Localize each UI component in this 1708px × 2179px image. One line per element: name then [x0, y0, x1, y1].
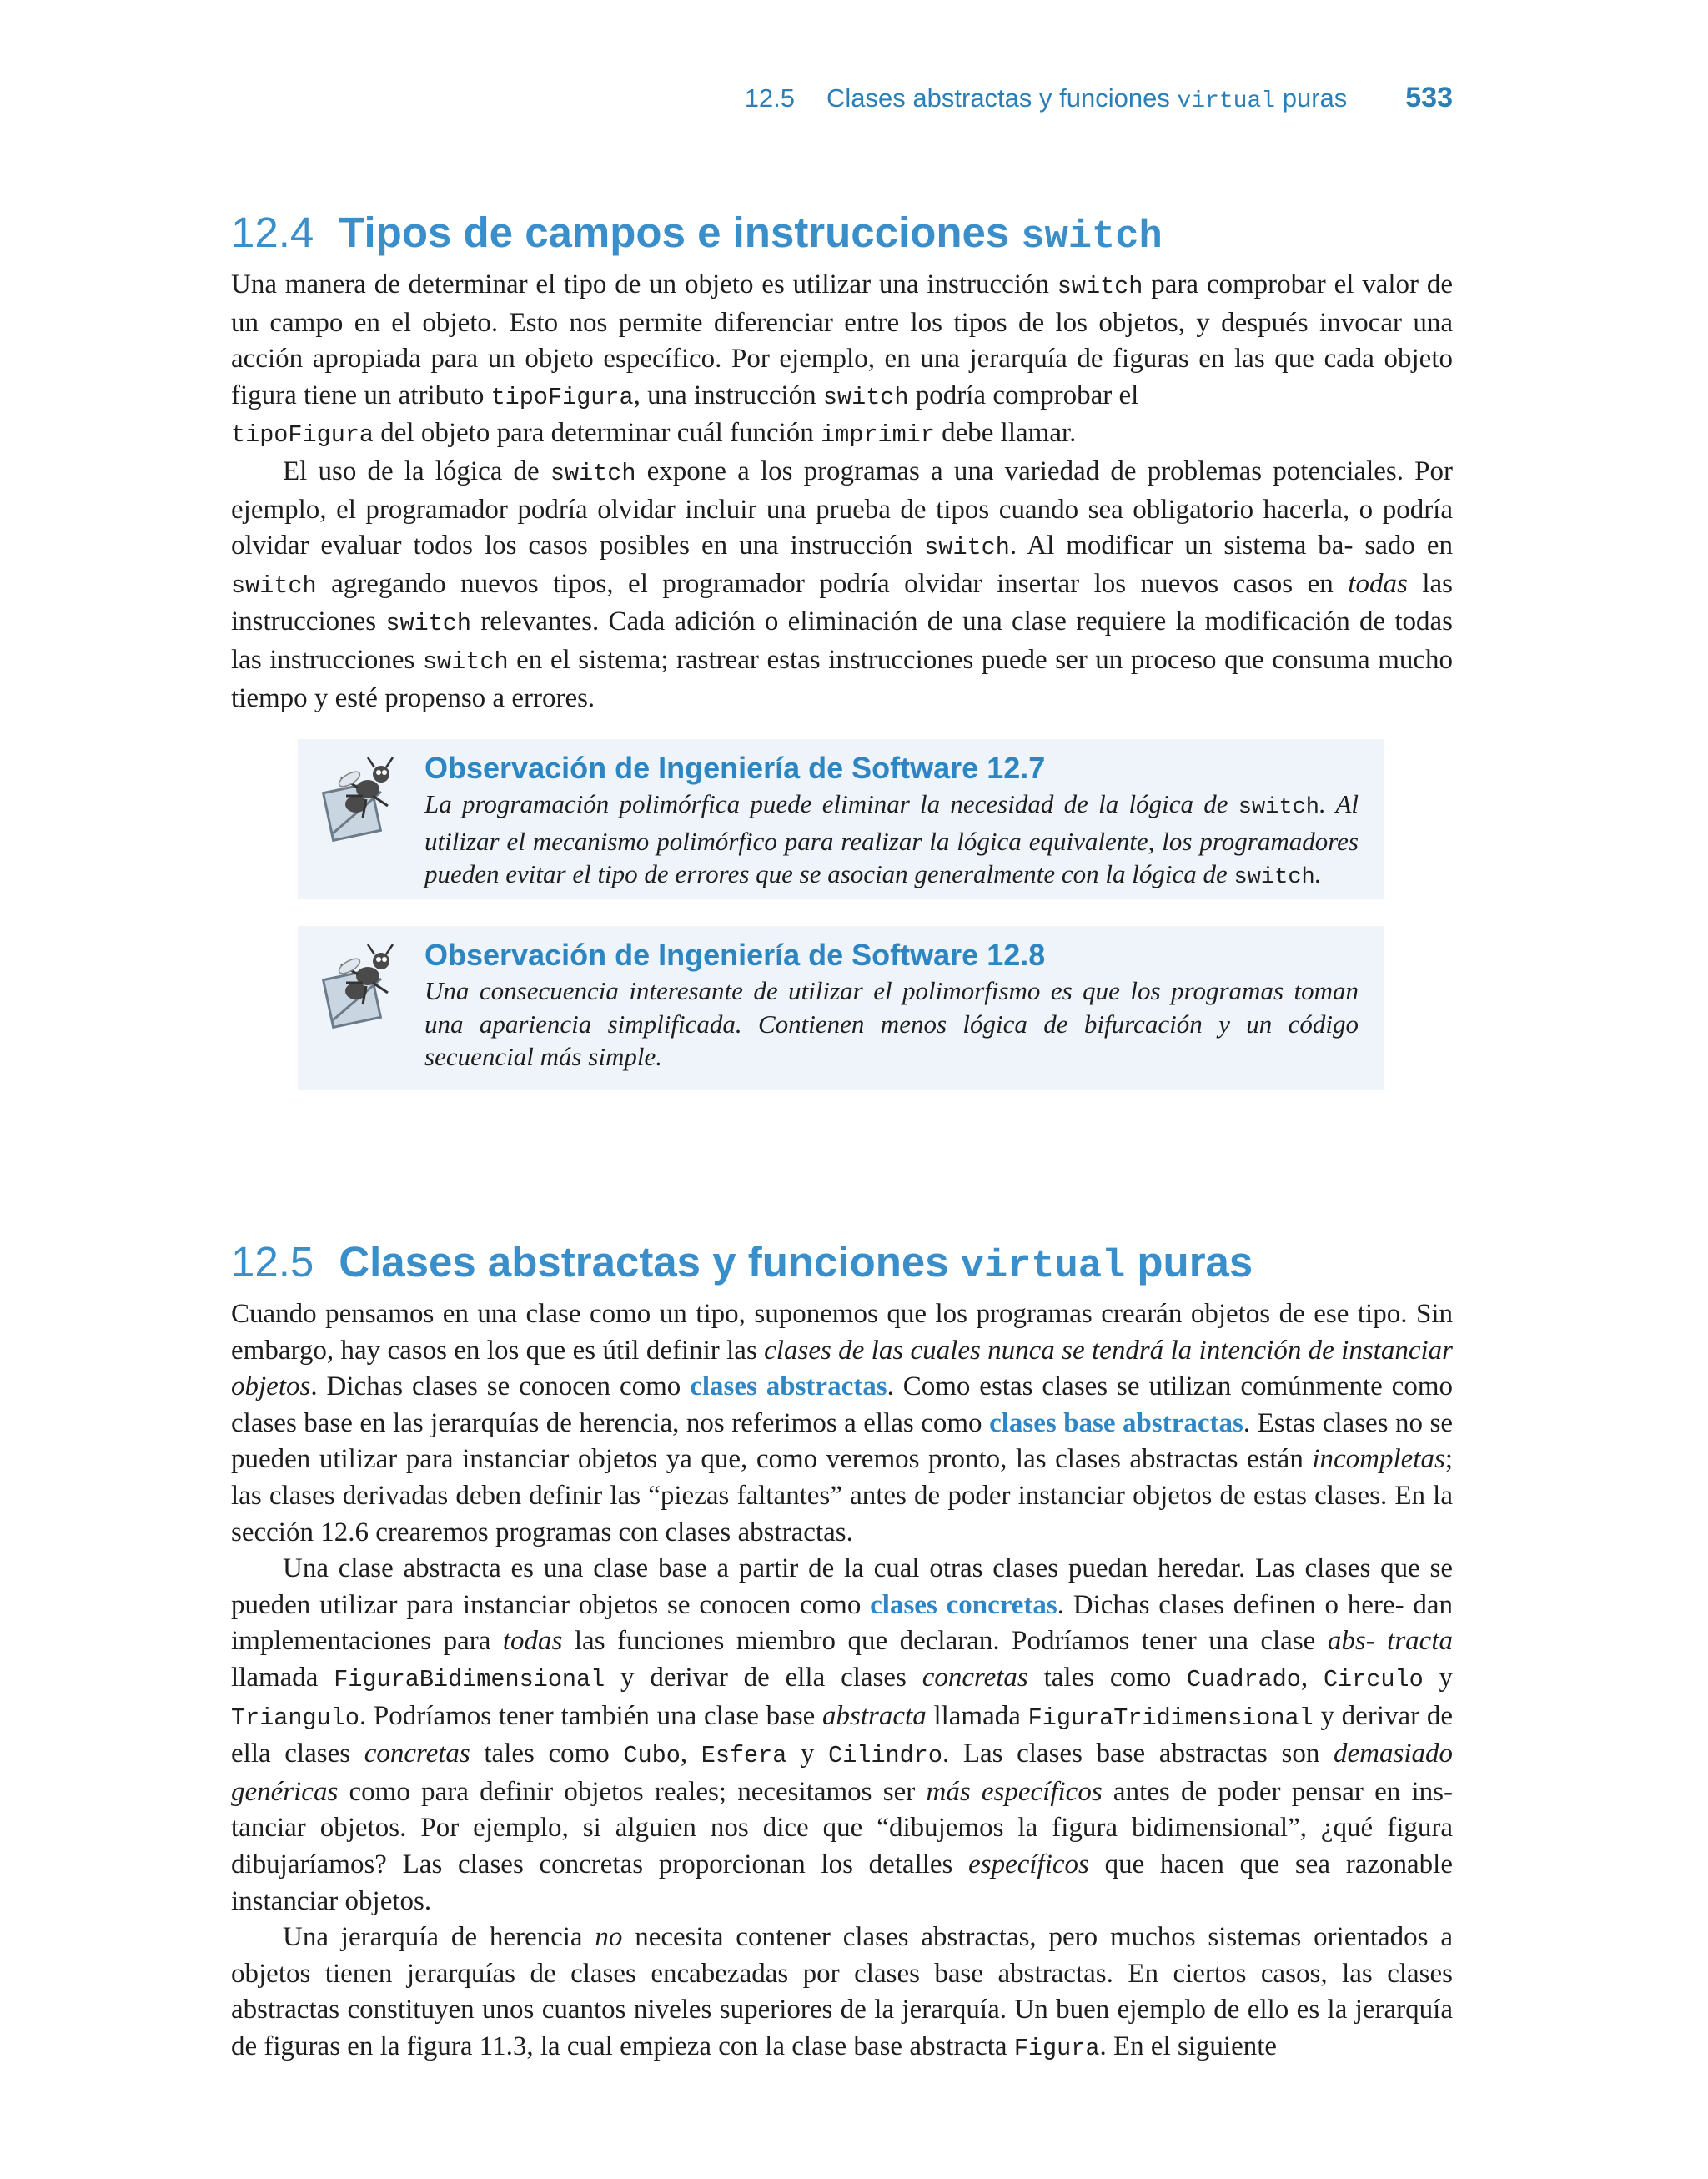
code-run: Figura [1013, 2034, 1100, 2062]
code-run: FiguraBidimensional [334, 1665, 605, 1693]
text-run: Una jerarquía de herencia [283, 1922, 595, 1953]
text-run: como para definir objetos reales; necesitamos ser [338, 1776, 927, 1807]
section-title-code: switch [1021, 215, 1163, 259]
text-run: , [680, 1739, 701, 1769]
section-title-text: Clases abstractas y funciones [339, 1238, 949, 1286]
text-run: ; las clases derivadas deben definir las “piezas faltantes” antes de poder instanciar objetos de estas clases. En la sección 12.6 crearemos programas con clases abstractas. [231, 1444, 1453, 1547]
code-run: switch [1233, 865, 1315, 890]
text-run: . Podríamos tener también una clase base [359, 1700, 823, 1731]
code-run: switch [924, 534, 1010, 562]
emphasis: concretas [364, 1739, 470, 1769]
page-number: 533 [1405, 82, 1453, 113]
section-title-code: virtual [960, 1245, 1126, 1289]
text-run: , una instrucción [633, 380, 823, 410]
key-term: clases base abstractas [989, 1407, 1243, 1438]
code-run: switch [1238, 795, 1319, 820]
text-run: . Dichas clases definen o here- [1057, 1589, 1404, 1620]
paragraph [231, 1296, 1453, 1551]
code-run: switch [422, 647, 509, 676]
code-run: switch [550, 459, 636, 487]
text-run: La programación polimórfica puede eliminar la necesidad de la lógica de [424, 789, 1238, 818]
emphasis: todas [502, 1626, 563, 1657]
code-run: FiguraTridimensional [1027, 1703, 1314, 1732]
text-run: en el sistema; rastrear estas instrucciones puede ser un proceso que consuma mucho tiempo y esté propenso a errores. [231, 644, 1454, 713]
code-run: Circulo [1323, 1665, 1424, 1693]
emphasis: específicos [968, 1849, 1089, 1880]
observation-text [424, 974, 1359, 1074]
section-12-4 [231, 205, 1453, 717]
text-run: . Como estas clases se utilizan comúnmente como clases base en las jerarquías de herencia, nos referimos a ellas como [231, 1371, 1453, 1438]
emphasis: más específicos [926, 1776, 1103, 1807]
code-run: switch [385, 610, 471, 638]
paragraph [231, 454, 1453, 717]
section-number: 12.4 [231, 209, 314, 256]
section-heading [231, 1235, 1453, 1295]
code-run: Cuadrado [1187, 1665, 1301, 1693]
text-run: llamada [926, 1700, 1028, 1731]
text-run: y derivar de ella clases [605, 1662, 922, 1693]
observation-box-12-8 [298, 926, 1384, 1090]
ant-icon [316, 941, 408, 1033]
section-heading [231, 205, 1453, 265]
section-title-text-post: puras [1137, 1238, 1253, 1286]
observation-title: Observación de Ingeniería de Software 12.8 [424, 938, 1046, 972]
text-run: . Al modificar un sistema ba- [1009, 531, 1354, 561]
header-section-title-code: virtual [1177, 88, 1276, 114]
text-run: Una manera de determinar el tipo de un objeto es utilizar una instrucción [231, 269, 1057, 299]
text-run: Cuando pensamos en una clase como un tipo, suponemos que los programas crearán objetos de ese tipo. Sin embargo, hay casos en los que es útil definir las [231, 1299, 1453, 1366]
key-term: clases abstractas [690, 1371, 887, 1402]
code-run: switch [1057, 273, 1143, 300]
text-run: . Dichas clases se conocen como [310, 1371, 691, 1402]
header-section-title-pre: Clases abstractas y funciones [826, 83, 1170, 113]
text-run: sado en [1364, 531, 1453, 561]
emphasis: clases de las cuales nunca se tendrá la intención de instanciar objetos [231, 1335, 1454, 1402]
code-run: tipoFigura [490, 383, 634, 411]
observation-text [424, 788, 1359, 895]
section-title-text: Tipos de campos e instrucciones [339, 209, 1010, 256]
code-run: Cubo [623, 1742, 681, 1770]
code-run: switch [822, 383, 909, 411]
text-run: las funciones miembro que declaran. Podríamos tener una clase [562, 1626, 1328, 1657]
text-run: expone a los programas a una variedad de problemas potenciales. Por ejemplo, el programador podría olvidar incluir una prueba de tipos cuando sea obligatorio hacerla, o podría olvidar evaluar todos los casos posibles en una instrucción [231, 455, 1453, 561]
text-run: agregando nuevos tipos, el programador podría olvidar insertar los nuevos casos en [316, 568, 1349, 599]
text-run: . Las clases base abstractas son [942, 1739, 1334, 1769]
emphasis: concretas [922, 1662, 1028, 1693]
code-run: switch [231, 571, 317, 600]
emphasis: no [595, 1922, 623, 1953]
code-run: Esfera [701, 1742, 787, 1770]
code-run: tipoFigura [231, 421, 374, 450]
text-run: para comprobar el valor de un campo en el objeto. Esto nos permite diferenciar entre los tipos de los objetos, y después invocar una acción apropiada para un objeto específico. Por ejemplo, en una jerarquía de figuras en las que cada objeto figura tiene un atributo [231, 269, 1454, 410]
header-section-number: 12.5 [744, 83, 796, 113]
text-run: relevantes. Cada adición o eliminación de una clase requiere la modificación de todas las instrucciones [231, 606, 1453, 675]
section-number: 12.5 [231, 1238, 314, 1286]
text-run: tales como [1027, 1662, 1188, 1693]
code-run: imprimir [821, 421, 935, 450]
emphasis: abs- [1327, 1626, 1375, 1657]
section-body [231, 267, 1453, 717]
section-12-5 [231, 1235, 1453, 2066]
text-run: . Estas clases no se pueden utilizar para instanciar objetos ya que, como veremos pronto, las clases abstractas están [231, 1407, 1453, 1475]
emphasis: abstracta [822, 1700, 927, 1731]
key-term: clases concretas [870, 1589, 1057, 1620]
text-run: llamada [231, 1662, 334, 1693]
emphasis: demasiado genéricas [231, 1739, 1454, 1807]
paragraph [231, 267, 1453, 454]
text-run: El uso de la lógica de [283, 455, 550, 486]
text-run: . En el siguiente [1099, 2031, 1278, 2061]
text-run: del objeto para determinar cuál función [374, 418, 821, 449]
observation-box-12-7 [298, 739, 1384, 899]
observation-title: Observación de Ingeniería de Software 12.7 [424, 751, 1046, 785]
emphasis: incompletas [1312, 1444, 1445, 1475]
text-run: y [1423, 1662, 1454, 1693]
text-run: y derivar de ella clases [231, 1700, 1454, 1769]
section-body [231, 1296, 1453, 2066]
text-run: tanciar objetos. Por ejemplo, si alguien nos dice que “dibujemos la figura bidimensional”, ¿qué figura dibujaríamos? Las clases concretas proporcionan los detalles [231, 1813, 1453, 1880]
emphasis: todas [1348, 568, 1408, 599]
text-run: Una consecuencia interesante de utilizar el polimorfismo es que los programas toman una apariencia simplificada. Contienen menos lógica de bifurcación y un código secuencial más simple. [424, 976, 1359, 1071]
code-run: Triangulo [231, 1703, 359, 1732]
text-run: . Al utilizar el mecanismo polimórfico para realizar la lógica equivalente, los programadores pueden evitar el tipo de errores que se asocian generalmente con la lógica de [424, 789, 1359, 888]
text-run: Una clase abstracta es una clase base a partir de la cual otras clases puedan heredar. Las clases que se pueden utilizar para instanciar objetos se conocen como [231, 1553, 1453, 1620]
running-header [231, 82, 1453, 118]
emphasis: tracta [1387, 1626, 1453, 1657]
code-run: Cilindro [828, 1742, 942, 1770]
text-run: , [1300, 1662, 1324, 1693]
text-run: y [786, 1739, 829, 1769]
text-run: debe llamar. [934, 418, 1077, 449]
text-run: antes de poder pensar en ins- [1102, 1776, 1453, 1807]
paragraph [231, 1920, 1453, 2066]
text-run: . [1314, 859, 1322, 888]
paragraph [231, 1551, 1453, 1920]
text-run: tales como [470, 1739, 624, 1769]
text-run: las instrucciones [231, 568, 1453, 637]
text-run: podría comprobar el [908, 380, 1139, 410]
header-section-title-post: puras [1282, 83, 1348, 113]
ant-icon [316, 754, 408, 846]
text-run: dan implementaciones para [231, 1589, 1453, 1657]
text-run: que hacen que sea razonable instanciar objetos. [231, 1849, 1453, 1916]
text-run: necesita contener clases abstractas, pero muchos sistemas orientados a objetos tienen jerarquías de clases encabezadas por clases base abstractas. En ciertos casos, las clases abstractas constituyen unos cuantos niveles superiores de la jerarquía. Un buen ejemplo de ello es la jerarquía de figuras en la figura 11.3, la cual empieza con la clase base abstracta [231, 1922, 1453, 2061]
